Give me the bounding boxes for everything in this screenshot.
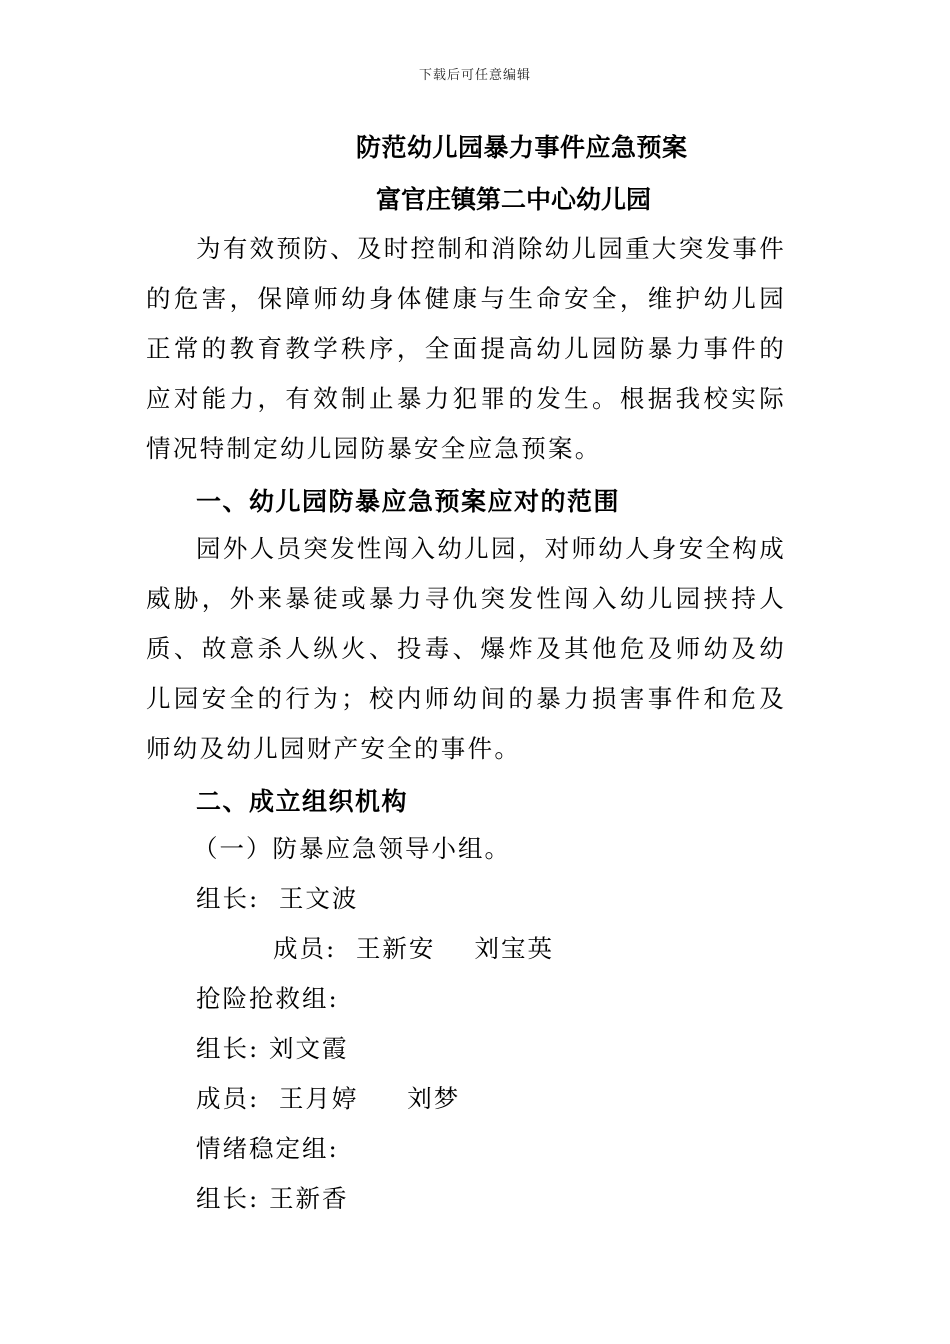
section-1-paragraph-block xyxy=(146,524,786,774)
leader-line: 组长: 王文波 xyxy=(196,884,359,913)
intro-paragraph-block xyxy=(146,224,786,474)
intro-paragraph: 为有效预防、及时控制和消除幼儿园重大突发事件的危害，保障师幼身体健康与生命安全，维护幼儿园正常的教育教学秩序，全面提高幼儿园防暴力事件的应对能力，有效制止暴力犯罪的发生。根据我校实际情况特制定幼儿园防暴安全应急预案。 xyxy=(146,234,786,463)
rescue-leader-line: 组长: 刘文霞 xyxy=(196,1034,349,1063)
emotion-group-label: 情绪稳定组: xyxy=(196,1134,339,1163)
emotion-leader-line: 组长: 王新香 xyxy=(196,1184,349,1213)
rescue-members-line: 成员: 王月婷 刘梦 xyxy=(196,1084,461,1113)
section-1-paragraph: 园外人员突发性闯入幼儿园，对师幼人身安全构成威胁，外来暴徒或暴力寻仇突发性闯入幼儿园挟持人质、故意杀人纵火、投毒、爆炸及其他危及师幼及幼儿园安全的行为；校内师幼间的暴力损害事件和危及师幼及幼儿园财产安全的事件。 xyxy=(146,534,786,763)
document-title: 防范幼儿园暴力事件应急预案 xyxy=(356,133,688,162)
sub-heading-leadership-group: （一）防暴应急领导小组。 xyxy=(193,834,511,863)
members-line: 成员: 王新安 刘宝英 xyxy=(273,934,554,963)
section-2-heading: 二、成立组织机构 xyxy=(196,787,409,816)
rescue-group-label: 抢险抢救组: xyxy=(196,984,339,1013)
page-header-note: 下载后可任意编辑 xyxy=(418,68,531,83)
document-subtitle: 富官庄镇第二中心幼儿园 xyxy=(376,185,652,214)
section-1-heading: 一、幼儿园防暴应急预案应对的范围 xyxy=(196,487,621,516)
